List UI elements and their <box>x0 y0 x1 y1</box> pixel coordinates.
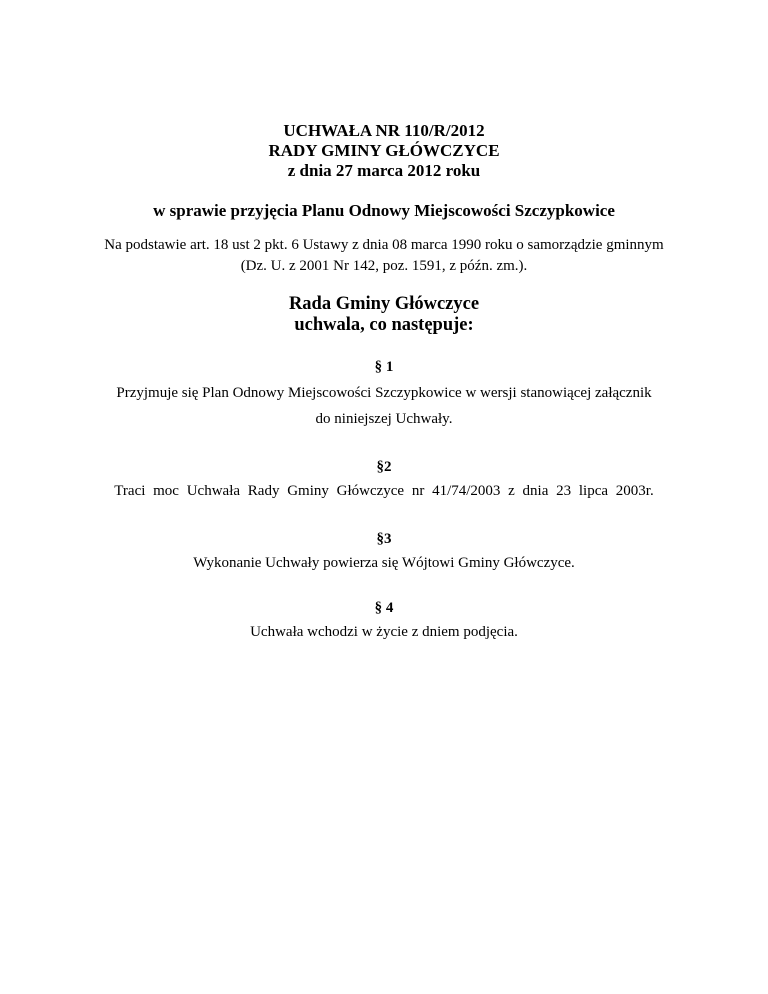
legal-basis-line-2: (Dz. U. z 2001 Nr 142, poz. 1591, z późn. zm.). <box>240 258 528 274</box>
resolution-subject: w sprawie przyjęcia Planu Odnowy Miejscowości Szczypkowice <box>153 201 615 220</box>
section-3-text: Wykonanie Uchwały powierza się Wójtowi Gminy Główczyce. <box>193 555 575 571</box>
section-2-text: Traci moc Uchwała Rady Gminy Główczyce nr 41/74/2003 z dnia 23 lipca 2003r. <box>114 483 654 499</box>
legal-basis-line-1: Na podstawie art. 18 ust 2 pkt. 6 Ustawy z dnia 08 marca 1990 roku o samorządzie gminnym <box>104 237 664 253</box>
section-1-text-line-2: do niniejszej Uchwały. <box>315 411 453 427</box>
council-name: RADY GMINY GŁÓWCZYCE <box>268 141 500 160</box>
section-2-mark: §2 <box>376 459 392 475</box>
section-1-text-line-1: Przyjmuje się Plan Odnowy Miejscowości Szczypkowice w wersji stanowiącej załącznik <box>116 385 652 401</box>
resolution-date: z dnia 27 marca 2012 roku <box>287 161 481 180</box>
section-3-mark: §3 <box>376 531 392 547</box>
section-4-text: Uchwała wchodzi w życie z dniem podjęcia. <box>250 624 518 640</box>
resolving-clause: uchwala, co następuje: <box>294 315 474 335</box>
resolution-number: UCHWAŁA NR 110/R/2012 <box>283 121 485 140</box>
section-1-mark: § 1 <box>374 359 394 375</box>
resolving-body: Rada Gminy Główczyce <box>288 294 480 314</box>
section-4-mark: § 4 <box>374 600 394 616</box>
